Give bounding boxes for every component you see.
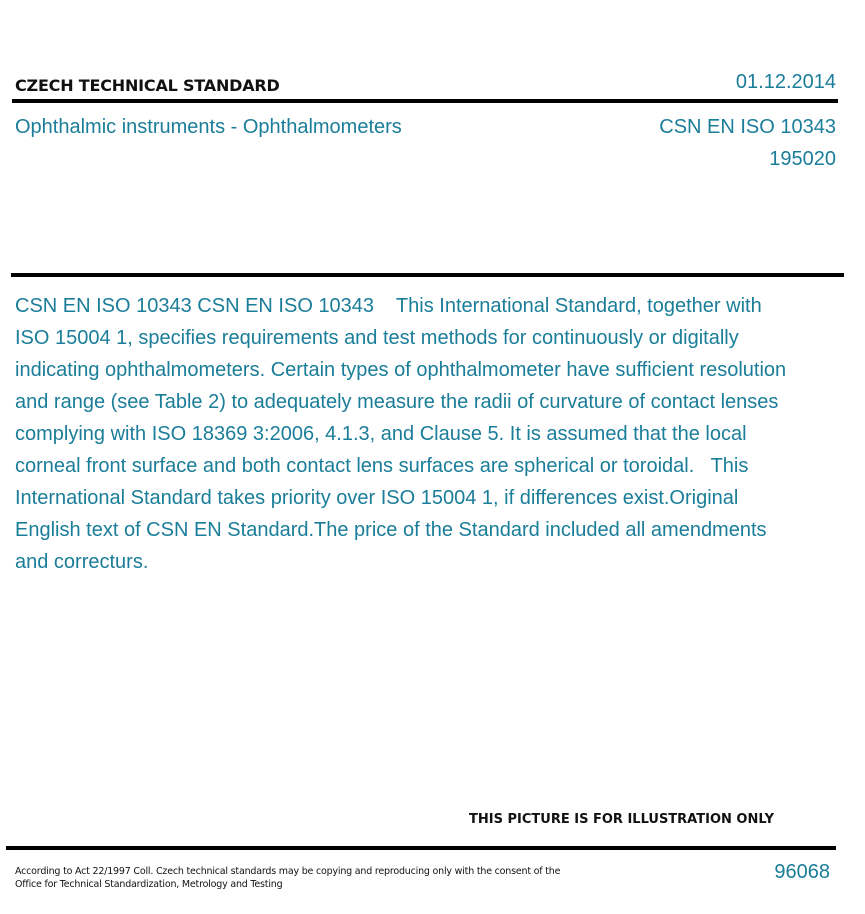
standard-title: Ophthalmic instruments - Ophthalmometers bbox=[15, 116, 402, 138]
standard-type-label: CZECH TECHNICAL STANDARD bbox=[15, 76, 280, 95]
standard-code: CSN EN ISO 10343 bbox=[659, 116, 836, 138]
section-divider bbox=[11, 273, 844, 277]
publication-date: 01.12.2014 bbox=[735, 71, 836, 93]
header-divider bbox=[12, 99, 838, 103]
legal-notice: According to Act 22/1997 Coll. Czech technical standards may be copying and reproducing only with the consent of the Office for Technical Standardization, Metrology and Testing bbox=[15, 866, 561, 890]
document-id: 96068 bbox=[774, 861, 830, 883]
standard-description: CSN EN ISO 10343 CSN EN ISO 10343 This International Standard, together with ISO 15004 1, specifies requirements and test methods for continuously or digitally indicating ophthalmometers. Certain types of ophthalmometer have sufficient resolution and range (see Table 2) to adequately measure the radii of curvature of contact lenses complying with ISO 18369 3:2006, 4.1.3, and Clause 5. It is assumed that the local corneal front surface and both contact lens surfaces are spherical or toroidal. This International Standard takes priority over ISO 15004 1, if differences exist.Original English text of CSN EN Standard.The price of the Standard included all amendments and correcturs. bbox=[15, 295, 792, 573]
illustration-note: THIS PICTURE IS FOR ILLUSTRATION ONLY bbox=[469, 812, 774, 827]
classification-number: 195020 bbox=[769, 148, 836, 170]
footer-divider bbox=[6, 846, 836, 850]
